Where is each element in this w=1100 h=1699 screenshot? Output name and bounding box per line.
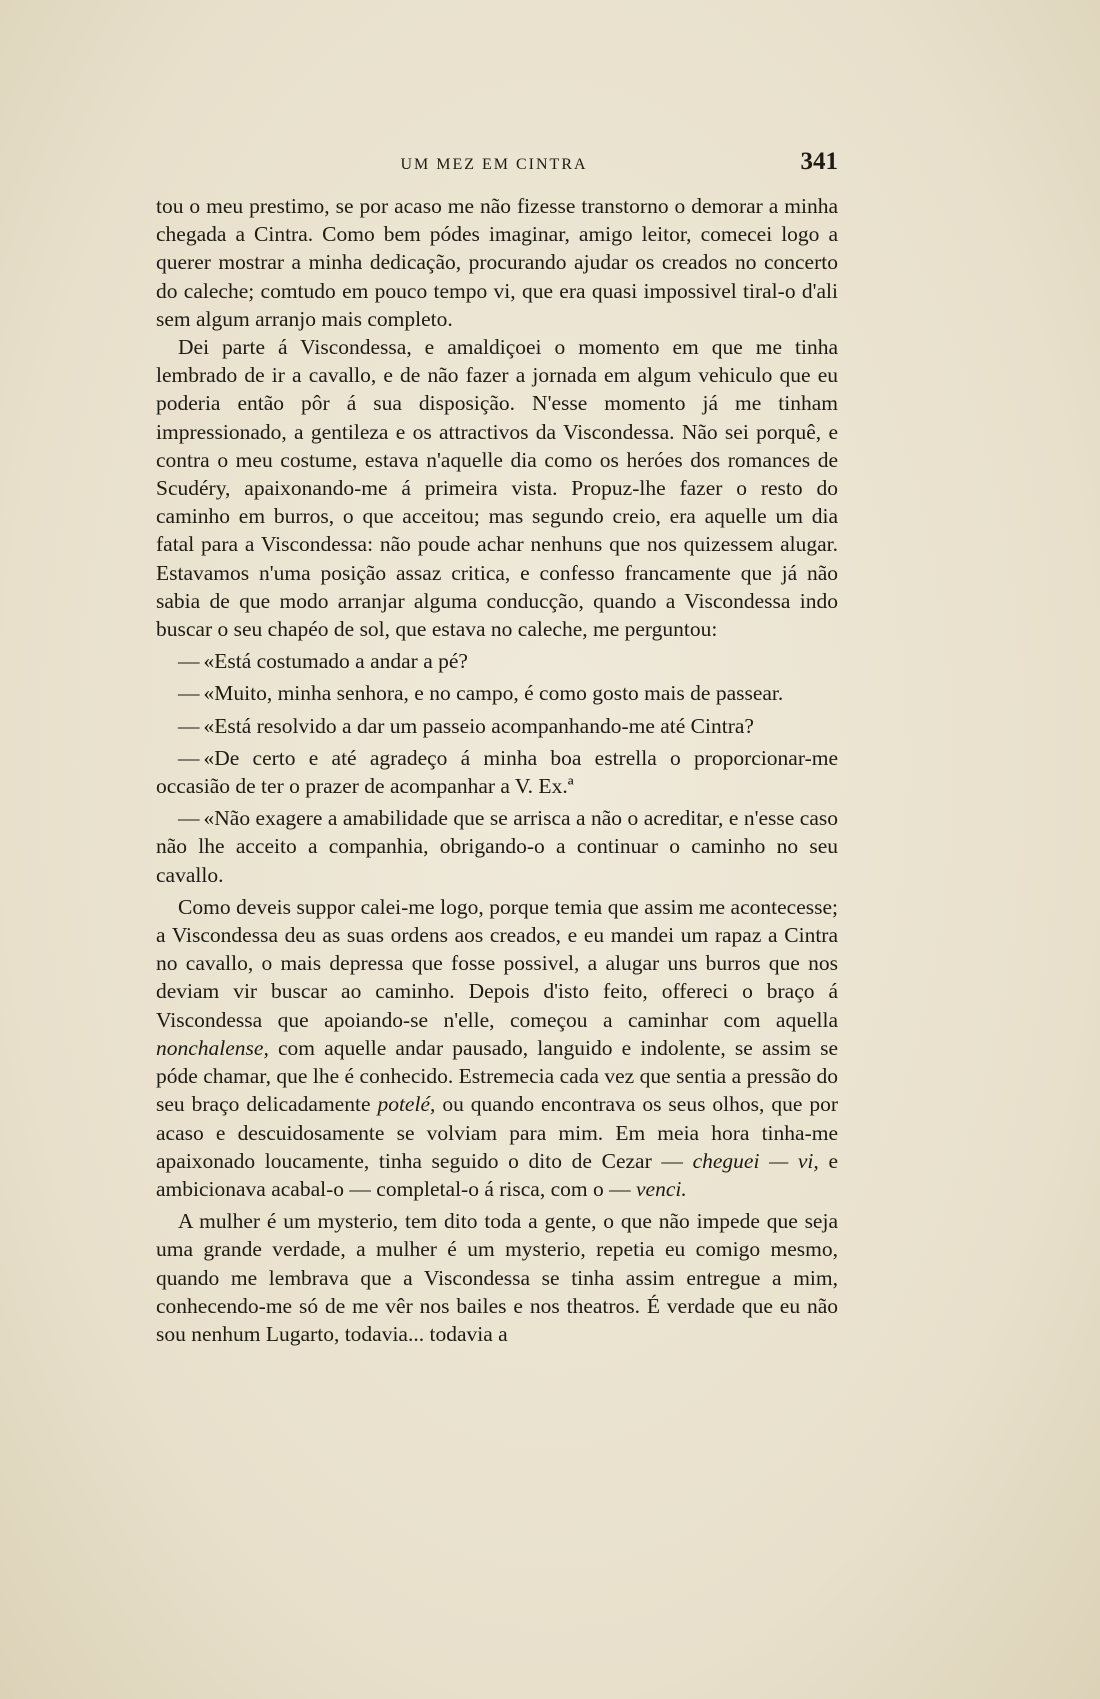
- text-run: ou quando encontrava os seus olhos, que por acaso e descuidosamente se volviam para mim. Em meia hora tinha-me apaixonado loucamente, tinha seguido o dito de Cezar —: [156, 1092, 838, 1173]
- dialogue-text: «Está resolvido a dar um passeio acompanhando-me até Cintra?: [203, 713, 754, 738]
- dialogue-text: «De certo e até agradeço á minha boa estrella o proporcionar-me occasião de ter o prazer de acompanhar a V. Ex.ª: [156, 745, 838, 799]
- paragraph: A mulher é um mysterio, tem dito toda a gente, o que não impede que seja uma grande verdade, a mulher é um mysterio, repetia eu comigo mesmo, quando me lembrava que a Viscondessa se tinha assim entregue a mim, conhecendo-me só de me vêr nos bailes e nos theatros. É verdade que eu não sou nenhum Lugarto, todavia... todavia a: [156, 1209, 838, 1346]
- italic-run: nonchalense,: [156, 1035, 269, 1060]
- paragraph: [156, 893, 838, 1203]
- paragraph: Dei parte á Viscondessa, e amaldiçoei o momento em que me tinha lembrado de ir a cavallo, e de não fazer a jornada em algum vehiculo que eu poderia então pôr á sua disposição. N'esse momento já me tinham impressionado, a gentileza e os attractivos da Viscondessa. Não sei porquê, e contra o meu costume, estava n'aquelle dia como os heróes dos romances de Scudéry, apaixonando-me á primeira vista. Propuz-lhe fazer o resto do caminho em burros, o que acceitou; mas segundo creio, era aquelle um dia fatal para a Viscondessa: não poude achar nenhuns que nos quizessem alugar. Estavamos n'uma posição assaz critica, e confesso francamente que já não sabia de que modo arranjar alguma conducção, quando a Viscondessa indo buscar o seu chapéo de sol, que estava no caleche, me perguntou:: [156, 335, 838, 642]
- em-dash: —: [178, 806, 200, 831]
- dialogue-line: [156, 679, 838, 707]
- dialogue-text: «Não exagere a amabilidade que se arrisca a não o acreditar, e n'esse caso não lhe acceito a companhia, obrigando-o a continuar o caminho no seu cavallo.: [156, 806, 838, 887]
- text-run: Como deveis suppor calei-me logo, porque temia que assim me acontecesse; a Viscondessa deu as suas ordens aos creados, e eu mandei um rapaz a Cintra no cavallo, o mais depressa que fosse possivel, a alugar uns burros que nos deviam vir buscar ao caminho. Depois d'isto feito, offereci o braço á Viscondessa que apoiando-se n'elle, começou a caminhar com aquella: [156, 894, 838, 1032]
- dialogue-line: [156, 647, 838, 675]
- dialogue-line: [156, 744, 838, 800]
- dialogue-line: [156, 712, 838, 740]
- em-dash: —: [178, 649, 200, 674]
- dialogue-text: «Está costumado a andar a pé?: [203, 649, 468, 674]
- text-run: e ambicionava acabal-o — completal-o á risca, com o —: [156, 1148, 838, 1201]
- body-text: [156, 192, 838, 1348]
- italic-run: venci.: [635, 1176, 687, 1201]
- em-dash: —: [178, 745, 200, 770]
- italic-run: potelé,: [377, 1092, 436, 1117]
- paragraph-continuation: tou o meu prestimo, se por acaso me não fizesse transtorno o demorar a minha chegada a Cintra. Como bem pódes imaginar, amigo leitor, comecei logo a querer mostrar a minha dedicação, procurando ajudar os creados no concerto do caleche; comtudo em pouco tempo vi, que era quasi impossivel tiral-o d'ali sem algum arranjo mais completo.: [156, 194, 838, 331]
- page-number: 341: [800, 148, 838, 175]
- italic-run: cheguei — vi,: [692, 1148, 819, 1173]
- page-header: [150, 148, 838, 182]
- text-run: com aquelle andar pausado, languido e indolente, se assim se póde chamar, que lhe é conhecido. Estremecia cada vez que sentia a pressão do seu braço delicadamente: [156, 1035, 838, 1117]
- dialogue-text: «Muito, minha senhora, e no campo, é como gosto mais de passear.: [203, 681, 784, 706]
- running-title: UM MEZ EM CINTRA: [400, 156, 588, 173]
- em-dash: —: [178, 681, 200, 706]
- dialogue-line: [156, 804, 838, 889]
- em-dash: —: [178, 713, 200, 738]
